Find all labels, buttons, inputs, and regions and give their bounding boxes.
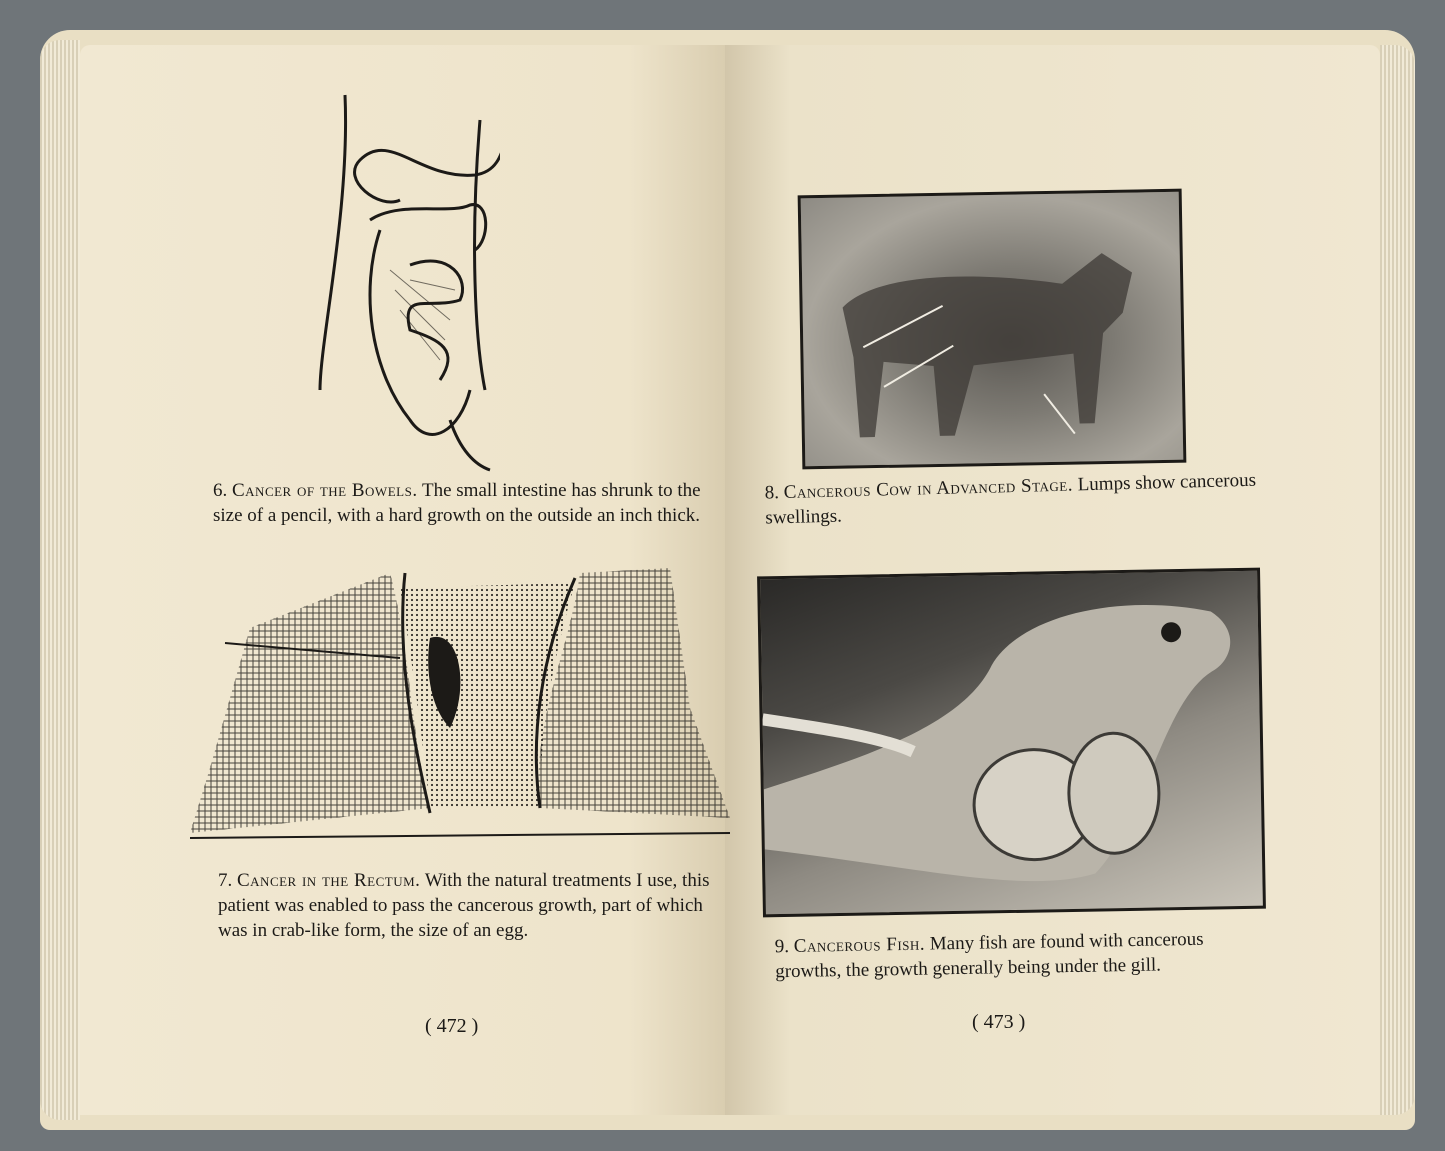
page-number-left: ( 472 ) <box>425 1015 479 1037</box>
figure-7-title: Cancer in the Rectum. <box>237 870 421 891</box>
figure-9-title: Cancerous Fish. <box>793 933 926 957</box>
figure-9-text: Many fish are found with cancerous growths, the growth generally being under the gill. <box>775 928 1204 983</box>
figure-9-number: 9. <box>774 935 790 958</box>
figure-6-number: 6. <box>213 480 228 501</box>
fish-silhouette <box>760 571 1263 915</box>
figure-7-caption <box>218 868 728 943</box>
figure-8-text: Lumps show cancerous swellings. <box>765 469 1257 529</box>
page-edges-right <box>1380 45 1415 1115</box>
figure-6-caption <box>213 478 728 528</box>
rectum-illustration <box>190 568 730 843</box>
bowels-illustration <box>300 90 500 475</box>
page-edges-left <box>40 40 80 1120</box>
figure-6-text: The small intestine has shrunk to the size of a pencil, with a hard growth on the outside an inch thick. <box>213 480 701 526</box>
figure-7-number: 7. <box>218 870 233 891</box>
figure-7-text: With the natural treatments I use, this patient was enabled to pass the cancerous growth, part of which was in crab-like form, the size of an egg. <box>218 870 710 941</box>
page-number-right: ( 473 ) <box>972 1011 1026 1033</box>
fish-photo <box>757 568 1266 918</box>
cow-silhouette <box>801 192 1184 467</box>
figure-9-caption <box>775 926 1261 984</box>
figure-6-title: Cancer of the Bowels. <box>232 480 418 501</box>
figure-8-number: 8. <box>764 482 780 504</box>
cow-photo <box>798 189 1187 470</box>
figure-8-title: Cancerous Cow in Advanced Stage. <box>783 474 1074 504</box>
